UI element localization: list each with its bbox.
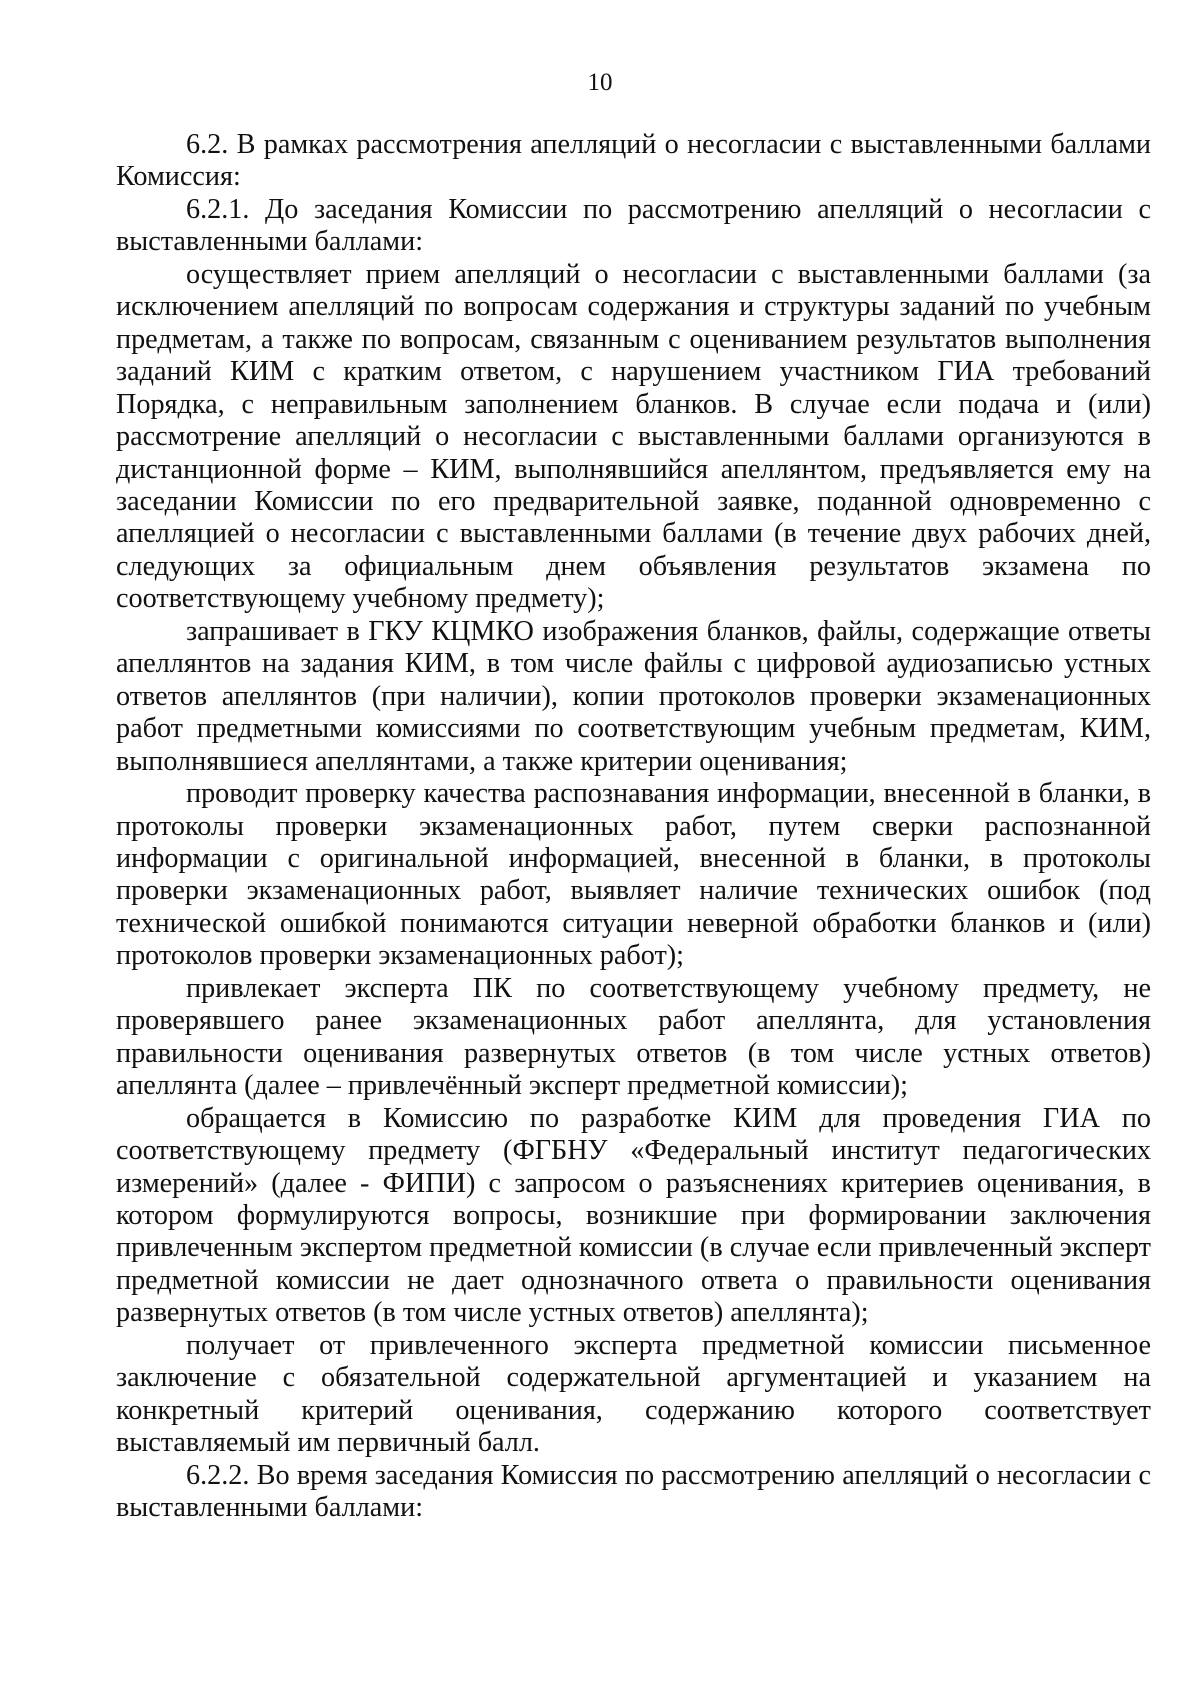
- paragraph-engages-expert: привлекает эксперта ПК по соответствующему учебному предмету, не проверявшего ранее экзаменационных работ апеллянта, для установления правильности оценивания развернутых ответов (в том числе устных ответов) апеллянта (далее – привлечённый эксперт предметной комиссии);: [116, 972, 1151, 1102]
- paragraph-6-2-1: 6.2.1. До заседания Комиссии по рассмотрению апелляций о несогласии с выставленными баллами:: [116, 193, 1151, 258]
- paragraph-fipi-request: обращается в Комиссию по разработке КИМ для проведения ГИА по соответствующему предмету (ФГБНУ «Федеральный институт педагогических измерений» (далее - ФИПИ) с запросом о разъяснениях критериев оценивания, в котором формулируются вопросы, возникшие при формировании заключения привлеченным экспертом предметной комиссии (в случае если привлеченный эксперт предметной комиссии не дает однозначного ответа о правильности оценивания развернутых ответов (в том числе устных ответов) апеллянта);: [116, 1102, 1151, 1329]
- paragraph-expert-conclusion: получает от привлеченного эксперта предметной комиссии письменное заключение с обязательной содержательной аргументацией и указанием на конкретный критерий оценивания, содержанию которого соответствует выставляемый им первичный балл.: [116, 1329, 1151, 1459]
- paragraph-6-2-2: 6.2.2. Во время заседания Комиссия по рассмотрению апелляций о несогласии с выставленными баллами:: [116, 1459, 1151, 1524]
- paragraph-accepts-appeals: осуществляет прием апелляций о несогласии с выставленными баллами (за исключением апелляций по вопросам содержания и структуры заданий по учебным предметам, а также по вопросам, связанным с оцениванием результатов выполнения заданий КИМ с кратким ответом, с нарушением участником ГИА требований Порядка, с неправильным заполнением бланков. В случае если подача и (или) рассмотрение апелляций о несогласии с выставленными баллами организуются в дистанционной форме – КИМ, выполнявшийся апеллянтом, предъявляется ему на заседании Комиссии по его предварительной заявке, поданной одновременно с апелляцией о несогласии с выставленными баллами (в течение двух рабочих дней, следующих за официальным днем объявления результатов экзамена по соответствующему учебному предмету);: [116, 258, 1151, 615]
- paragraph-6-2: 6.2. В рамках рассмотрения апелляций о несогласии с выставленными баллами Комиссия:: [116, 129, 1151, 193]
- document-body: [116, 129, 1151, 1524]
- paragraph-quality-check: проводит проверку качества распознавания информации, внесенной в бланки, в протоколы проверки экзаменационных работ, путем сверки распознанной информации с оригинальной информацией, внесенной в бланки, в протоколы проверки экзаменационных работ, выявляет наличие технических ошибок (под технической ошибкой понимаются ситуации неверной обработки бланков и (или) протоколов проверки экзаменационных работ);: [116, 778, 1151, 972]
- paragraph-requests-images: запрашивает в ГКУ КЦМКО изображения бланков, файлы, содержащие ответы апеллянтов на задания КИМ, в том числе файлы с цифровой аудиозаписью устных ответов апеллянтов (при наличии), копии протоколов проверки экзаменационных работ предметными комиссиями по соответствующим учебным предметам, КИМ, выполнявшиеся апеллянтами, а также критерии оценивания;: [116, 615, 1151, 777]
- page-number: 10: [587, 69, 613, 96]
